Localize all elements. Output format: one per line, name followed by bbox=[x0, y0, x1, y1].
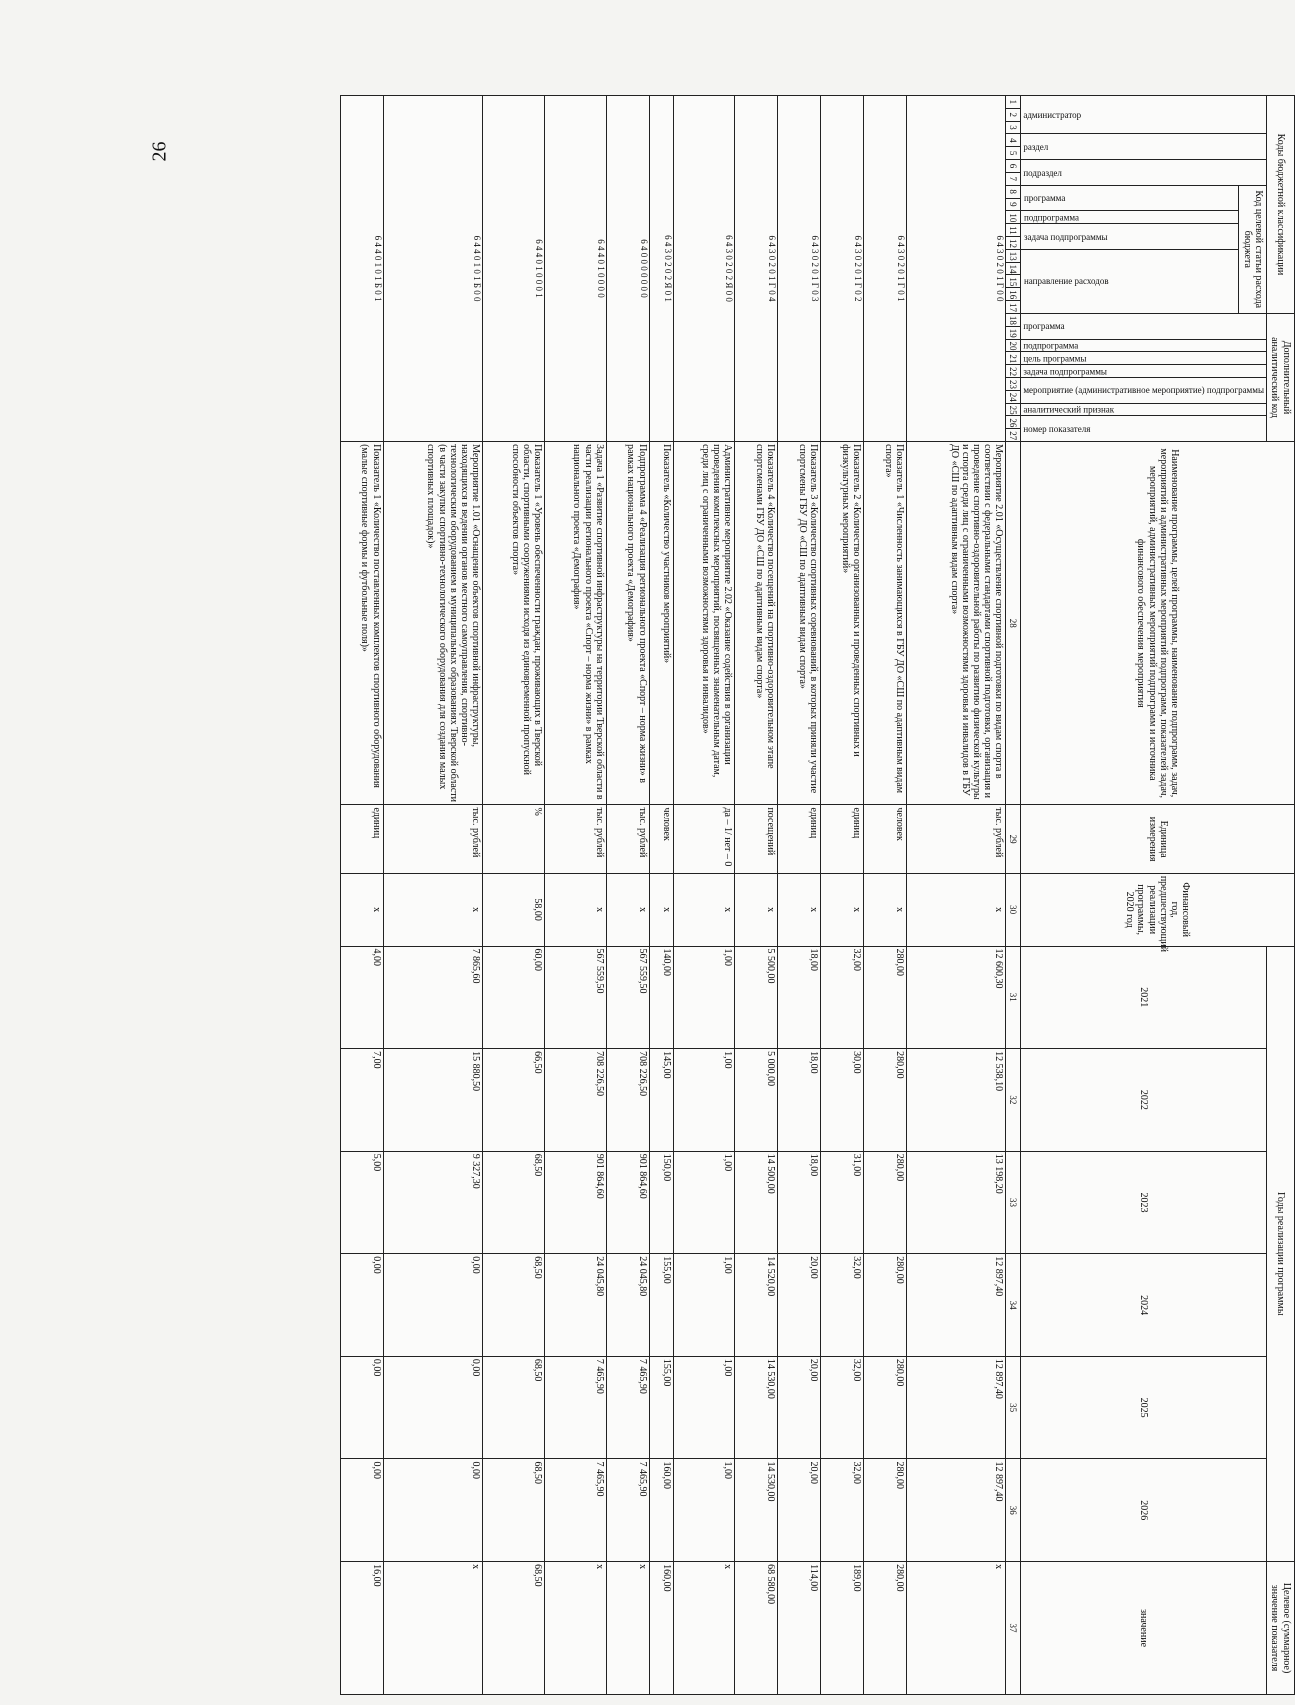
column-index-cell: 27 bbox=[1006, 429, 1021, 442]
unit-cell: % bbox=[483, 805, 545, 873]
year-value-cell: 1,00 bbox=[673, 1459, 735, 1562]
year-value-cell: 12 897,40 bbox=[906, 1459, 1006, 1562]
year-value-cell: 30,00 bbox=[821, 1049, 864, 1152]
column-index-cell: 6 bbox=[1006, 160, 1021, 173]
year-value-cell: 13 198,20 bbox=[906, 1151, 1006, 1254]
column-index-cell: 2 bbox=[1006, 108, 1021, 121]
analytic-code-cell: 6 4 3 0 2 0 1 Г 0 3 bbox=[778, 96, 821, 442]
column-index-cell: 3 bbox=[1006, 121, 1021, 134]
year-value-cell: 5 000,00 bbox=[735, 1049, 778, 1152]
base-year-cell: x bbox=[673, 873, 735, 946]
target-value-cell: x bbox=[606, 1562, 649, 1695]
table-row bbox=[735, 96, 778, 1695]
column-index-cell: 30 bbox=[1006, 873, 1021, 946]
column-index-cell: 4 bbox=[1006, 134, 1021, 147]
column-index-cell: 5 bbox=[1006, 147, 1021, 160]
column-index-cell: 7 bbox=[1006, 172, 1021, 185]
unit-cell: единиц bbox=[340, 805, 383, 873]
target-value-cell: 68,50 bbox=[483, 1562, 545, 1695]
year-value-cell: 68,50 bbox=[483, 1151, 545, 1254]
year-value-cell: 20,00 bbox=[778, 1459, 821, 1562]
year-value-cell: 60,00 bbox=[483, 946, 545, 1049]
unit-cell: единиц bbox=[778, 805, 821, 873]
row-name-cell: Показатель 3 «Количество спортивных соревнований, в которых приняли участие спортсмены ГБУ ДО «СШ по адаптивным видам спорта» bbox=[778, 442, 821, 805]
year-value-cell: 7 465,90 bbox=[544, 1459, 606, 1562]
year-value-cell: 901 864,60 bbox=[544, 1151, 606, 1254]
analytic-code-cell: 6 4 3 0 2 0 1 Г 0 2 bbox=[821, 96, 864, 442]
year-value-cell: 708 226,50 bbox=[544, 1049, 606, 1152]
year-value-cell: 567 559,50 bbox=[606, 946, 649, 1049]
target-value-header: значение bbox=[1021, 1562, 1267, 1695]
year-value-cell: 1,00 bbox=[673, 946, 735, 1049]
table-row bbox=[340, 96, 383, 1695]
year-2024-header: 2024 bbox=[1021, 1254, 1267, 1357]
year-value-cell: 12 600,30 bbox=[906, 946, 1006, 1049]
column-index-cell: 21 bbox=[1006, 352, 1021, 365]
year-value-cell: 0,00 bbox=[383, 1459, 483, 1562]
year-value-cell: 20,00 bbox=[778, 1356, 821, 1459]
a-sign-header: аналитический признак bbox=[1021, 403, 1267, 416]
year-value-cell: 14 530,00 bbox=[735, 1356, 778, 1459]
table-row bbox=[544, 96, 606, 1695]
base-year-cell: x bbox=[649, 873, 673, 946]
row-name-cell: Мероприятие 2.01 «Осуществление спортивной подготовки по видам спорта в соответствии с федеральными стандартами спортивной подготовки, организация и проведение спортивно-оздоровительной работы по развитию физической культуры и спорта среди лиц с ограниченными возможностями здоровья и инвалидов в ГБУ ДО «СШ по адаптивным видам спорта» bbox=[906, 442, 1006, 805]
year-value-cell: 32,00 bbox=[821, 1254, 864, 1357]
admin-header: администратор bbox=[1021, 96, 1267, 134]
column-index-cell: 23 bbox=[1006, 377, 1021, 390]
base-year-cell: x bbox=[544, 873, 606, 946]
year-value-cell: 567 559,50 bbox=[544, 946, 606, 1049]
column-index-cell: 17 bbox=[1006, 301, 1021, 314]
subprogram-header: подпрограмма bbox=[1021, 211, 1239, 224]
analytic-code-cell: 6 4 4 0 1 0 1 Б 0 0 bbox=[383, 96, 483, 442]
target-value-cell: 280,00 bbox=[863, 1562, 906, 1695]
page-number: 26 bbox=[148, 141, 171, 162]
target-value-cell: x bbox=[673, 1562, 735, 1695]
base-year-cell: x bbox=[906, 873, 1006, 946]
year-2025-header: 2025 bbox=[1021, 1356, 1267, 1459]
year-value-cell: 5 500,00 bbox=[735, 946, 778, 1049]
row-name-cell: Подпрограмма 4 «Реализация регионального проекта «Спорт – норма жизни» в рамках национального проекта «Демография» bbox=[606, 442, 649, 805]
a-task-header: задача подпрограммы bbox=[1021, 365, 1267, 378]
year-value-cell: 18,00 bbox=[778, 1151, 821, 1254]
fin-year-header: Финансовый год, предшествующий реализации программы, 2020 год bbox=[1021, 873, 1295, 946]
year-value-cell: 31,00 bbox=[821, 1151, 864, 1254]
unit-cell: тыс. рублей bbox=[383, 805, 483, 873]
column-index-cell: 36 bbox=[1006, 1459, 1021, 1562]
subsection-header: подраздел bbox=[1021, 160, 1267, 186]
year-value-cell: 12 897,40 bbox=[906, 1356, 1006, 1459]
column-index-cell: 10 bbox=[1006, 211, 1021, 224]
column-index-cell: 26 bbox=[1006, 416, 1021, 429]
year-value-cell: 7 465,90 bbox=[544, 1356, 606, 1459]
task-header: задача подпрограммы bbox=[1021, 224, 1239, 250]
unit-cell: посещений bbox=[735, 805, 778, 873]
table-row bbox=[906, 96, 1006, 1695]
column-index-cell: 12 bbox=[1006, 236, 1021, 249]
year-value-cell: 0,00 bbox=[340, 1254, 383, 1357]
year-value-cell: 7,00 bbox=[340, 1049, 383, 1152]
unit-cell: человек bbox=[863, 805, 906, 873]
target-header: Целевое (суммарное) значение показателя bbox=[1267, 1562, 1295, 1695]
year-value-cell: 160,00 bbox=[649, 1459, 673, 1562]
column-index-cell: 33 bbox=[1006, 1151, 1021, 1254]
year-value-cell: 7 865,60 bbox=[383, 946, 483, 1049]
analytic-code-cell: 6 4 4 0 1 0 1 Б 0 1 bbox=[340, 96, 383, 442]
column-index-cell: 16 bbox=[1006, 288, 1021, 301]
column-index-cell: 31 bbox=[1006, 946, 1021, 1049]
row-name-cell: Показатель 2 «Количество организованных и проведенных спортивных и физкультурных мероприятий» bbox=[821, 442, 864, 805]
year-value-cell: 24 045,80 bbox=[606, 1254, 649, 1357]
year-value-cell: 280,00 bbox=[863, 1049, 906, 1152]
column-index-cell: 13 bbox=[1006, 249, 1021, 262]
year-value-cell: 1,00 bbox=[673, 1254, 735, 1357]
year-value-cell: 280,00 bbox=[863, 946, 906, 1049]
year-value-cell: 20,00 bbox=[778, 1254, 821, 1357]
year-2023-header: 2023 bbox=[1021, 1151, 1267, 1254]
column-index-cell: 22 bbox=[1006, 365, 1021, 378]
year-value-cell: 32,00 bbox=[821, 1459, 864, 1562]
target-value-cell: 160,00 bbox=[649, 1562, 673, 1695]
year-value-cell: 1,00 bbox=[673, 1049, 735, 1152]
year-value-cell: 12 897,40 bbox=[906, 1254, 1006, 1357]
year-value-cell: 155,00 bbox=[649, 1254, 673, 1357]
analytic-code-cell: 6 4 3 0 2 0 1 Г 0 1 bbox=[863, 96, 906, 442]
year-value-cell: 24 045,80 bbox=[544, 1254, 606, 1357]
year-value-cell: 68,50 bbox=[483, 1356, 545, 1459]
analytic-code-cell: 6 4 3 0 2 0 2 Я 0 1 bbox=[649, 96, 673, 442]
year-value-cell: 14 530,00 bbox=[735, 1459, 778, 1562]
base-year-cell: x bbox=[821, 873, 864, 946]
column-index-cell: 1 bbox=[1006, 96, 1021, 109]
unit-cell: тыс. рублей bbox=[606, 805, 649, 873]
year-value-cell: 0,00 bbox=[383, 1356, 483, 1459]
unit-cell: тыс. рублей bbox=[544, 805, 606, 873]
a-program-header: программа bbox=[1021, 313, 1267, 339]
base-year-cell: x bbox=[778, 873, 821, 946]
year-value-cell: 0,00 bbox=[340, 1356, 383, 1459]
year-value-cell: 18,00 bbox=[778, 1049, 821, 1152]
budget-codes-header: Коды бюджетной классификации bbox=[1267, 96, 1295, 314]
unit-cell: да – 1/ нет – 0 bbox=[673, 805, 735, 873]
target-value-cell: x bbox=[906, 1562, 1006, 1695]
row-name-cell: Показатель 1 «Количество поставленных комплектов спортивного оборудования (малые спортивные формы и футбольные поля)» bbox=[340, 442, 383, 805]
target-code-header: Код целевой статьи расхода бюджета bbox=[1239, 185, 1267, 313]
row-name-cell: Показатель «Количество участников мероприятий» bbox=[649, 442, 673, 805]
a-goal-header: цель программы bbox=[1021, 352, 1267, 365]
year-value-cell: 0,00 bbox=[340, 1459, 383, 1562]
column-index-cell: 34 bbox=[1006, 1254, 1021, 1357]
table-body bbox=[340, 96, 1006, 1695]
column-index-cell: 20 bbox=[1006, 339, 1021, 352]
target-value-cell: 68 580,00 bbox=[735, 1562, 778, 1695]
table-row bbox=[821, 96, 864, 1695]
name-header: Наименование программы, целей программы, наименование подпрограмм, задач, мероприятий и административных мероприятий подпрограмм, показателей задач, мероприятий, административных мероприятий подпрограмм и источника финансового обеспечения мероприятия bbox=[1021, 442, 1295, 805]
analytic-code-cell: 6 4 4 0 1 0 0 0 1 bbox=[483, 96, 545, 442]
section-header: раздел bbox=[1021, 134, 1267, 160]
year-value-cell: 1,00 bbox=[673, 1356, 735, 1459]
table-row bbox=[778, 96, 821, 1695]
year-value-cell: 7 465,90 bbox=[606, 1356, 649, 1459]
column-index-cell: 18 bbox=[1006, 313, 1021, 326]
column-index-cell: 15 bbox=[1006, 275, 1021, 288]
year-2026-header: 2026 bbox=[1021, 1459, 1267, 1562]
column-index-cell: 14 bbox=[1006, 262, 1021, 275]
years-header: Годы реализации программы bbox=[1267, 946, 1295, 1562]
year-value-cell: 280,00 bbox=[863, 1254, 906, 1357]
target-value-cell: x bbox=[544, 1562, 606, 1695]
year-value-cell: 140,00 bbox=[649, 946, 673, 1049]
column-index-cell: 19 bbox=[1006, 326, 1021, 339]
analytic-code-cell: 6 4 3 0 2 0 1 Г 0 0 bbox=[906, 96, 1006, 442]
year-value-cell: 7 465,90 bbox=[606, 1459, 649, 1562]
column-index-row bbox=[1006, 96, 1021, 1695]
year-value-cell: 280,00 bbox=[863, 1459, 906, 1562]
row-name-cell: Показатель 1 «Уровень обеспеченности граждан, проживающих в Тверской области, спортивными сооружениями исходя из единовременной пропускной способности объектов спорта» bbox=[483, 442, 545, 805]
year-value-cell: 68,50 bbox=[483, 1459, 545, 1562]
row-name-cell: Административное мероприятие 2.02 «Оказание содействия в организации проведения комплексных мероприятий, посвященных знаменательным датам, среди лиц с ограниченными возможностями здоровья и инвалидов» bbox=[673, 442, 735, 805]
year-value-cell: 0,00 bbox=[383, 1254, 483, 1357]
column-index-cell: 11 bbox=[1006, 224, 1021, 237]
column-index-cell: 29 bbox=[1006, 805, 1021, 873]
year-value-cell: 280,00 bbox=[863, 1356, 906, 1459]
row-name-cell: Показатель 4 «Количество посещений на спортивно-оздоровительном этапе спортсменами ГБУ ДО «СШ по адаптивным видам спорта» bbox=[735, 442, 778, 805]
year-value-cell: 150,00 bbox=[649, 1151, 673, 1254]
column-index-cell: 8 bbox=[1006, 185, 1021, 198]
year-value-cell: 32,00 bbox=[821, 1356, 864, 1459]
year-value-cell: 12 538,10 bbox=[906, 1049, 1006, 1152]
direction-header: направление расходов bbox=[1021, 249, 1239, 313]
analytic-code-cell: 6 4 3 0 2 0 1 Г 0 4 bbox=[735, 96, 778, 442]
base-year-cell: 58,00 bbox=[483, 873, 545, 946]
year-value-cell: 280,00 bbox=[863, 1151, 906, 1254]
a-number-header: номер показателя bbox=[1021, 416, 1267, 442]
a-measure-header: мероприятие (административное мероприятие) подпрограммы bbox=[1021, 377, 1267, 403]
column-index-cell: 28 bbox=[1006, 442, 1021, 805]
table-row bbox=[483, 96, 545, 1695]
program-header: программа bbox=[1021, 185, 1239, 211]
program-table-sheet bbox=[360, 95, 1295, 1695]
table-row bbox=[863, 96, 906, 1695]
table-row bbox=[673, 96, 735, 1695]
base-year-cell: x bbox=[606, 873, 649, 946]
year-value-cell: 15 880,50 bbox=[383, 1049, 483, 1152]
unit-cell: тыс. рублей bbox=[906, 805, 1006, 873]
table-row bbox=[649, 96, 673, 1695]
year-value-cell: 68,50 bbox=[483, 1254, 545, 1357]
column-index-cell: 9 bbox=[1006, 198, 1021, 211]
year-2021-header: 2021 bbox=[1021, 946, 1267, 1049]
a-subprogram-header: подпрограмма bbox=[1021, 339, 1267, 352]
unit-cell: единиц bbox=[821, 805, 864, 873]
unit-cell: человек bbox=[649, 805, 673, 873]
analytic-code-cell: 6 4 3 0 2 0 2 Я 0 0 bbox=[673, 96, 735, 442]
year-value-cell: 14 520,00 bbox=[735, 1254, 778, 1357]
unit-header: Единица измерения bbox=[1021, 805, 1295, 873]
column-index-cell: 24 bbox=[1006, 390, 1021, 403]
base-year-cell: x bbox=[863, 873, 906, 946]
year-value-cell: 9 327,30 bbox=[383, 1151, 483, 1254]
year-value-cell: 66,50 bbox=[483, 1049, 545, 1152]
year-value-cell: 708 226,50 bbox=[606, 1049, 649, 1152]
year-value-cell: 4,00 bbox=[340, 946, 383, 1049]
analytic-code-cell: 6 4 0 0 0 0 0 0 0 bbox=[606, 96, 649, 442]
year-value-cell: 14 500,00 bbox=[735, 1151, 778, 1254]
table-row bbox=[606, 96, 649, 1695]
row-name-cell: Задача 1 «Развитие спортивной инфраструктуры на территории Тверской области в части реализации регионального проекта «Спорт – норма жизни» в рамках национального проекта «Демография» bbox=[544, 442, 606, 805]
year-value-cell: 1,00 bbox=[673, 1151, 735, 1254]
target-value-cell: 16,00 bbox=[340, 1562, 383, 1695]
base-year-cell: x bbox=[735, 873, 778, 946]
table-row bbox=[383, 96, 483, 1695]
row-name-cell: Показатель 1 «Численность занимающихся в ГБУ ДО «СШ по адаптивным видам спорта» bbox=[863, 442, 906, 805]
year-value-cell: 145,00 bbox=[649, 1049, 673, 1152]
column-index-cell: 35 bbox=[1006, 1356, 1021, 1459]
year-value-cell: 155,00 bbox=[649, 1356, 673, 1459]
year-2022-header: 2022 bbox=[1021, 1049, 1267, 1152]
column-index-cell: 37 bbox=[1006, 1562, 1021, 1695]
target-value-cell: 114,00 bbox=[778, 1562, 821, 1695]
column-index-cell: 32 bbox=[1006, 1049, 1021, 1152]
program-table bbox=[340, 95, 1295, 1695]
analytic-code-cell: 6 4 4 0 1 0 0 0 0 bbox=[544, 96, 606, 442]
target-value-cell: 189,00 bbox=[821, 1562, 864, 1695]
year-value-cell: 18,00 bbox=[778, 946, 821, 1049]
row-name-cell: Мероприятие 1.01 «Оснащение объектов спортивной инфраструктуры, находящихся в ведении органов местного самоуправления, спортивно-технологическим оборудованием в муниципальных образованиях Тверской области (в части закупки спортивно-технологического оборудования для создания малых спортивных площадок)» bbox=[383, 442, 483, 805]
year-value-cell: 5,00 bbox=[340, 1151, 383, 1254]
column-index-cell: 25 bbox=[1006, 403, 1021, 416]
target-value-cell: x bbox=[383, 1562, 483, 1695]
base-year-cell: x bbox=[340, 873, 383, 946]
year-value-cell: 901 864,60 bbox=[606, 1151, 649, 1254]
year-value-cell: 32,00 bbox=[821, 946, 864, 1049]
analytic-header: Дополнительный аналитический код bbox=[1267, 313, 1295, 441]
base-year-cell: x bbox=[383, 873, 483, 946]
